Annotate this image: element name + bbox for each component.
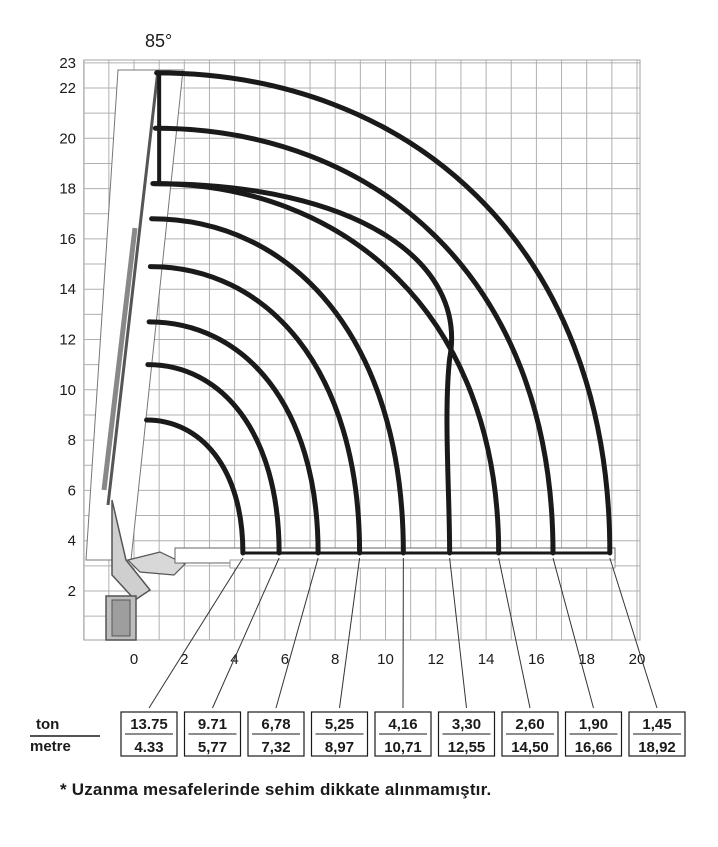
leader-lines	[149, 558, 657, 708]
leader-line	[149, 558, 243, 708]
capacity-metre-value: 7,32	[261, 739, 291, 756]
x-tick-label: 4	[230, 651, 239, 668]
capacity-table	[121, 712, 685, 756]
capacity-metre-value: 14,50	[511, 739, 549, 756]
capacity-box	[566, 712, 622, 756]
y-tick-label: 4	[67, 532, 76, 550]
load-curve	[150, 267, 359, 553]
leader-line	[499, 558, 530, 708]
load-curve	[149, 322, 318, 553]
leader-line	[276, 558, 318, 708]
x-tick-label: 18	[578, 651, 596, 668]
capacity-ton-value: 1,45	[642, 716, 672, 733]
load-curves	[147, 73, 612, 553]
y-tick-label: 8	[67, 432, 76, 450]
capacity-ton-value: 1,90	[578, 716, 609, 733]
capacity-ton-value: 9.71	[197, 716, 228, 733]
capacity-box	[439, 712, 495, 756]
capacity-metre-value: 4.33	[134, 739, 164, 756]
capacity-box	[375, 712, 431, 756]
x-tick-label: 10	[377, 651, 394, 668]
capacity-box	[248, 712, 304, 756]
y-tick-label: 6	[67, 482, 76, 500]
y-tick-label: 18	[59, 180, 76, 198]
leader-line	[553, 558, 594, 708]
capacity-box	[121, 712, 177, 756]
metre-header: metre	[30, 738, 71, 755]
capacity-box	[502, 712, 558, 756]
capacity-metre-value: 10,71	[384, 739, 422, 756]
y-tick-label: 10	[59, 381, 76, 399]
x-tick-label: 2	[180, 651, 189, 668]
x-tick-label: 8	[331, 651, 340, 668]
capacity-ton-value: 5,25	[324, 716, 355, 733]
capacity-box	[185, 712, 241, 756]
y-tick-label: 16	[59, 230, 76, 248]
x-tick-label: 14	[477, 651, 495, 668]
capacity-metre-value: 16,66	[574, 739, 613, 756]
y-tick-label: 22	[59, 80, 76, 97]
x-tick-label: 16	[528, 651, 545, 668]
boom-angle-label: 85°	[145, 31, 173, 51]
capacity-ton-value: 13.75	[130, 716, 168, 733]
y-tick-label: 20	[59, 130, 76, 148]
leader-line	[213, 558, 280, 708]
leader-line	[340, 558, 360, 708]
y-tick-label: 2	[67, 583, 76, 600]
ton-header: ton	[36, 716, 60, 733]
capacity-metre-value: 12,55	[447, 739, 486, 756]
capacity-ton-value: 4,16	[388, 716, 418, 733]
x-tick-label: 6	[280, 651, 290, 668]
capacity-box	[312, 712, 368, 756]
x-tick-label: 0	[129, 651, 139, 668]
capacity-ton-value: 6,78	[261, 716, 291, 733]
crane-pedestal	[112, 600, 130, 636]
x-tick-label: 20	[628, 651, 646, 668]
capacity-metre-value: 5,77	[197, 739, 228, 756]
capacity-ton-value: 3,30	[451, 716, 482, 733]
y-tick-label: 14	[59, 281, 76, 299]
capacity-box	[629, 712, 685, 756]
load-curve	[157, 73, 610, 553]
horizontal-boom-lower	[230, 560, 615, 568]
y-tick-label: 23	[59, 54, 76, 72]
footnote: * Uzanma mesafelerinde sehim dikkate alınmamıştır.	[60, 780, 492, 799]
leader-line	[450, 558, 467, 708]
leader-line	[610, 558, 657, 708]
capacity-ton-value: 2,60	[515, 716, 545, 733]
x-tick-label: 12	[427, 651, 445, 668]
boom-envelope	[86, 70, 183, 560]
capacity-metre-value: 8,97	[324, 739, 355, 756]
capacity-metre-value: 18,92	[638, 739, 676, 756]
y-tick-label: 12	[59, 331, 76, 349]
